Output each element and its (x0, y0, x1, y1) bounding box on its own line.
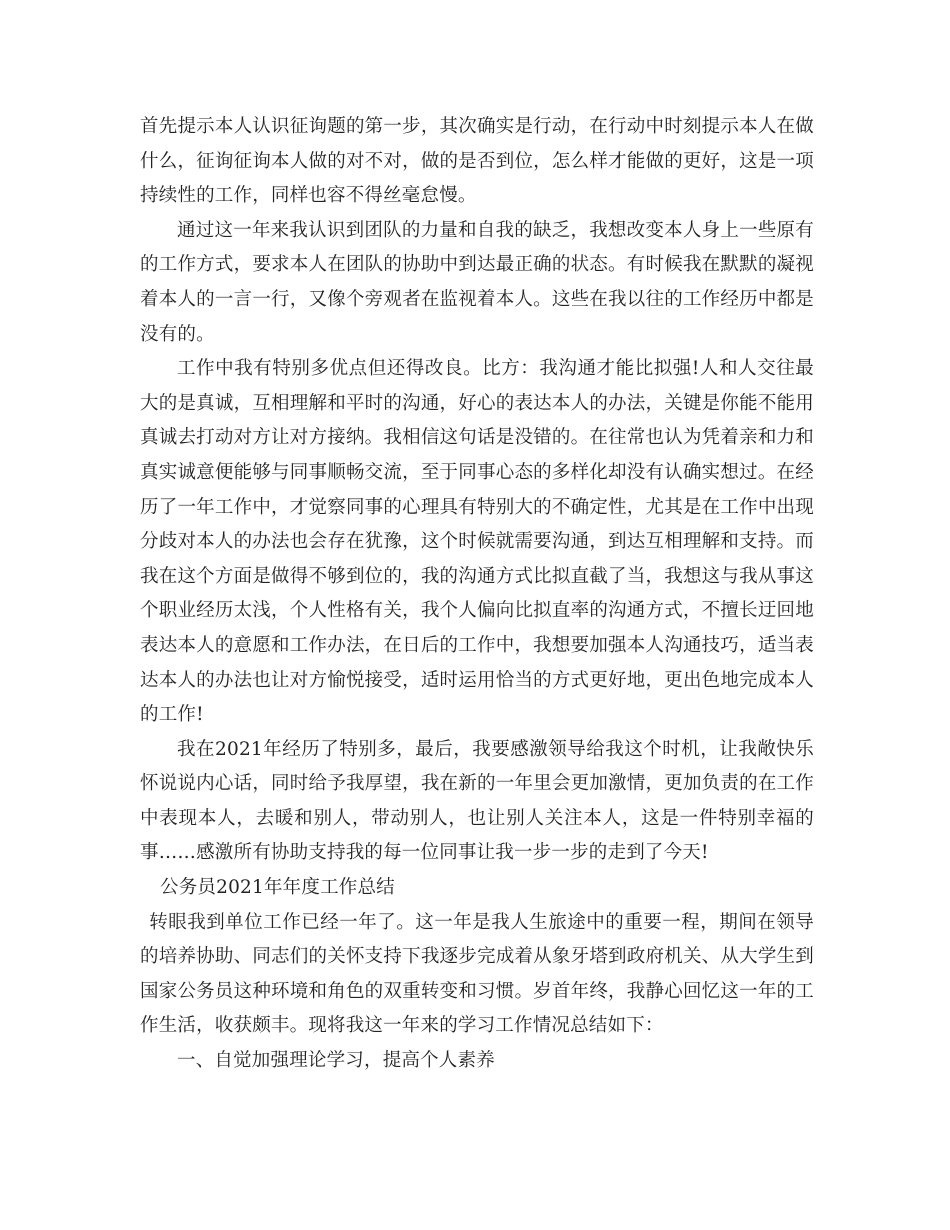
document-body (140, 110, 814, 1079)
intro-paragraph: 转眼我到单位工作已经一年了。这一年是我人生旅途中的重要一程，期间在领导的培养协助、同志们的关怀支持下我逐步完成着从象牙塔到政府机关、从大学生到国家公务员这种环境和角色的双重转变和习惯。岁首年终，我静心回忆这一年的工作生活，收获颇丰。现将我这一年来的学习工作情况总结如下： (140, 911, 814, 1037)
section-heading: 一、自觉加强理论学习，提高个人素养 (177, 1050, 495, 1072)
document-title: 公务员2021年年度工作总结 (160, 877, 395, 899)
paragraph-1: 首先提示本人认识征询题的第一步，其次确实是行动，在行动中时刻提示本人在做什么，征询征询本人做的对不对，做的是否到位，怎么样才能做的更好，这是一项持续性的工作，同样也容不得丝毫怠慢。 (140, 116, 814, 207)
paragraph-4: 我在2021年经历了特别多，最后，我要感激领导给我这个时机，让我敞快乐怀说说内心话，同时给予我厚望，我在新的一年里会更加激情，更加负责的在工作中表现本人，去暖和别人，带动别人，也让别人关注本人，这是一件特别幸福的事……感激所有协助支持我的每一位同事让我一步一步的走到了今天! (140, 738, 814, 864)
paragraph-2: 通过这一年来我认识到团队的力量和自我的缺乏，我想改变本人身上一些原有的工作方式，要求本人在团队的协助中到达最正确的状态。有时候我在默默的凝视着本人的一言一行，又像个旁观者在监视着本人。这些在我以往的工作经历中都是没有的。 (140, 219, 814, 345)
paragraph-3: 工作中我有特别多优点但还得改良。比方：我沟通才能比拟强!人和人交往最大的是真诚，互相理解和平时的沟通，好心的表达本人的办法，关键是你能不能用真诚去打动对方让对方接纳。我相信这句话是没错的。在往常也认为凭着亲和力和真实诚意便能够与同事顺畅交流，至于同事心态的多样化却没有认确实想过。在经历了一年工作中，才觉察同事的心理具有特别大的不确定性，尤其是在工作中出现分歧对本人的办法也会存在犹豫，这个时候就需要沟通，到达互相理解和支持。而我在这个方面是做得不够到位的，我的沟通方式比拟直截了当，我想这与我从事这个职业经历太浅，个人性格有关，我个人偏向比拟直率的沟通方式，不擅长迂回地表达本人的意愿和工作办法，在日后的工作中，我想要加强本人沟通技巧，适当表达本人的办法也让对方愉悦接受，适时运用恰当的方式更好地，更出色地完成本人的工作! (140, 358, 814, 726)
